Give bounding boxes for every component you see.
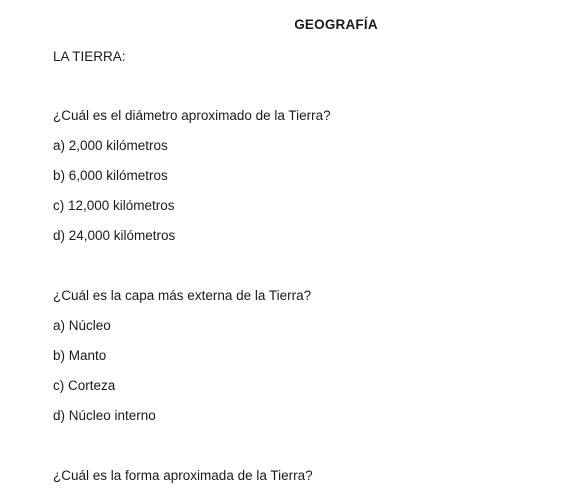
question-1: ¿Cuál es el diámetro aproximado de la Tierra? <box>53 108 331 123</box>
q2-option-b: b) Manto <box>53 348 107 363</box>
question-2: ¿Cuál es la capa más externa de la Tierra? <box>53 288 312 303</box>
q1-option-d: d) 24,000 kilómetros <box>53 228 176 243</box>
document-title: GEOGRAFÍA <box>294 17 378 32</box>
section-heading: LA TIERRA: <box>53 49 126 64</box>
q1-option-b: b) 6,000 kilómetros <box>53 168 168 183</box>
question-3: ¿Cuál es la forma aproximada de la Tierra? <box>53 468 313 483</box>
q2-option-a: a) Núcleo <box>53 318 111 333</box>
q1-option-c: c) 12,000 kilómetros <box>53 198 175 213</box>
q1-option-a: a) 2,000 kilómetros <box>53 138 168 153</box>
q2-option-c: c) Corteza <box>53 378 116 393</box>
q2-option-d: d) Núcleo interno <box>53 408 156 423</box>
